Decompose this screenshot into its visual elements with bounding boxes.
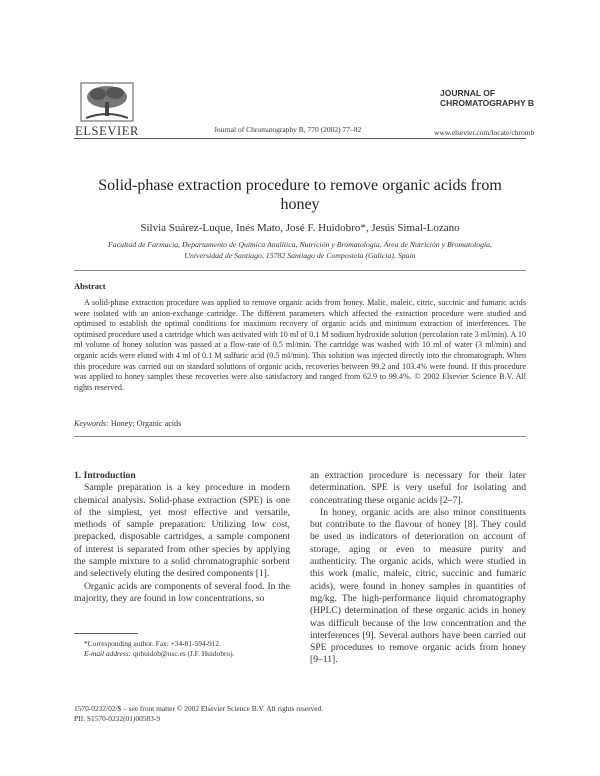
body-right-column (310, 470, 526, 667)
keywords-list: Honey; Organic acids (110, 419, 182, 428)
title-divider (74, 270, 526, 271)
journal-title (440, 88, 534, 108)
email-label: E-mail address: (84, 649, 132, 658)
publisher-logo (74, 82, 140, 139)
paragraph: Organic acids are components of several food. In the majority, they are found in low concentrations, so (74, 580, 290, 604)
journal-url: www.elsevier.com/locate/chromb (434, 128, 535, 137)
section-heading-introduction: 1. Introduction (74, 470, 136, 481)
body-left-column (74, 470, 290, 605)
article-title: Solid-phase extraction procedure to remove organic acids from honey (98, 177, 502, 213)
elsevier-tree-icon (80, 82, 134, 122)
publisher-name: ELSEVIER (75, 124, 139, 138)
email-address[interactable]: qnhuidob@usc.es (J.F. Huidobro). (133, 649, 235, 658)
journal-citation: Journal of Chromatography B, 770 (2002) 77–82 (214, 125, 362, 134)
keywords-label: Keywords: (74, 419, 109, 428)
header-divider (74, 138, 526, 139)
abstract-divider (74, 436, 526, 437)
article-authors: Silvia Suárez-Luque, Inés Mato, José F. Huidobro*, Jesús Simal-Lozano (140, 222, 460, 234)
corresponding-author-note: *Corresponding author. Fax: +34-81-594-912. (84, 639, 221, 648)
affiliation-line1: Facultad de Farmacia, Departamento de Química Analítica, Nutrición y Bromatología, Área de Nutrición y Bromatología, (107, 240, 493, 249)
affiliation-line2: Universidad de Santiago, 15782 Santiago de Compostela (Galicia), Spain (184, 250, 416, 260)
footnote (74, 639, 290, 659)
pii-line: PII: S1570-0232(01)00583-9 (74, 714, 161, 723)
abstract-text: A solid-phase extraction procedure was applied to remove organic acids from honey. Malic, maleic, citric, succinic and fumaric acids were isolated with an anion-exchange cartridge. The different parameters which affected the extraction procedure were studied and optimised to establish the optimal conditions for maximum recovery of organic acids and minimum extraction of interferences. The optimised procedure used a cartridge which was activated with 10 ml of 0.1 M sodium hydroxide solution (percolation rate 3 ml/min). A 10 ml volume of honey solution was passed at a flow-rate of 0.5 ml/min. The cartridge was washed with 10 ml of water (3 ml/min) and organic acids were eluted with 4 ml of 0.1 M sulfuric acid (0.5 ml/min). This solution was injected directly into the chromatograph. When this procedure was carried out on standard solutions of organic acids, recoveries between 99.2 and 103.4% were found. If this procedure was applied to honey samples these recoveries were also satisfactory and ranged from 62.9 to 99.4%. © 2002 Elsevier Science B.V. All rights reserved. (74, 298, 526, 392)
paragraph: an extraction procedure is necessary for their later determination. SPE is very useful for isolating and concentrating these organic acids [2–7]. (310, 470, 526, 506)
copyright-line: 1570-0232/02/$ – see front matter © 2002 Elsevier Science B.V. All rights reserved. (74, 704, 324, 713)
email-note (74, 649, 290, 659)
author-affiliation (80, 240, 520, 261)
journal-title-line1: JOURNAL OF (440, 88, 496, 98)
copyright-footer (74, 704, 323, 724)
journal-title-line2: CHROMATOGRAPHY B (440, 98, 534, 108)
abstract-heading: Abstract (74, 281, 106, 291)
keywords (74, 419, 181, 428)
paragraph: Sample preparation is a key procedure in modern chemical analysis. Solid-phase extraction (SPE) is one of the simplest, yet most effective and versatile, methods of sample preparation. Utilizing low cost, prepacked, disposable cartridges, a sample component of interest is separated from other species by applying the sample mixture to a solid chromatographic sorbent and selectively eluting the desired components [1]. (74, 482, 290, 580)
footnote-divider (74, 633, 138, 634)
paragraph: In honey, organic acids are also minor constituents but contribute to the flavour of honey [8]. They could be used as indicators of deterioration on account of storage, aging or even to measure purity and authenticity. The organic acids, which were studied in this work (malic, maleic, citric, succinic and fumaric acids), were found in honey samples in quantities of mg/kg. The high-performance liquid chromatography (HPLC) determination of these organic acids in honey was difficult because of the low concentration and the interferences [9]. Several authors have been carried out SPE procedures to remove organic acids from honey [9–11]. (310, 506, 526, 666)
